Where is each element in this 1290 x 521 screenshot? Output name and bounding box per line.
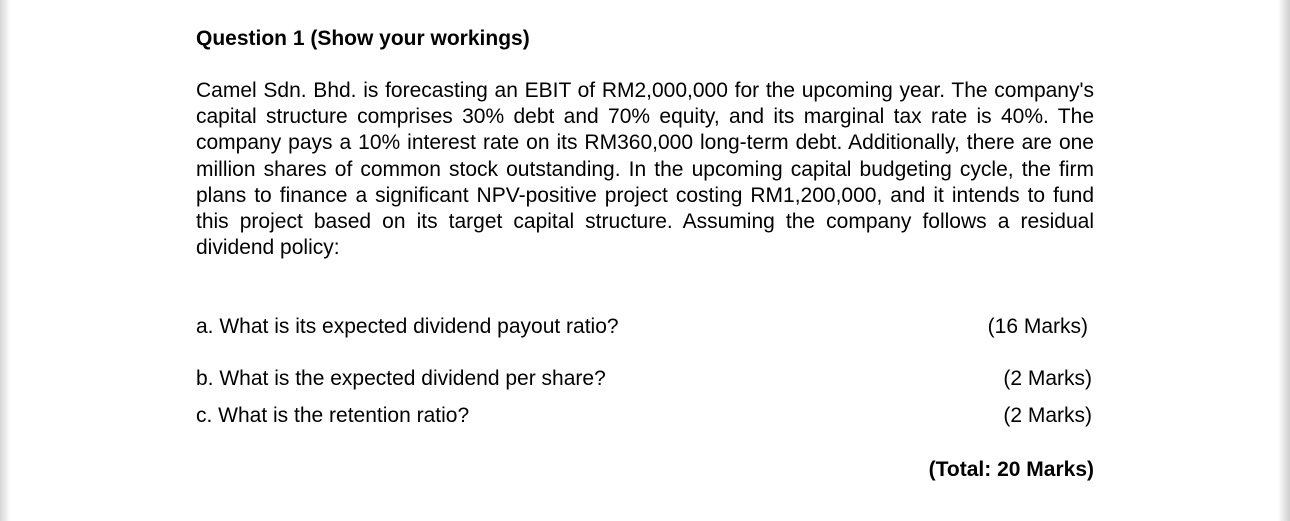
question-part-marks: (2 Marks) [1003,404,1092,427]
page-shadow-left [0,0,10,521]
question-part-marks: (16 Marks) [987,315,1088,338]
question-part-text: c. What is the retention ratio? [196,404,470,427]
question-part-marks: (2 Marks) [1003,367,1092,390]
question-part-c [196,403,1094,429]
page-shadow-right [1278,0,1290,521]
question-part-b [196,366,1094,392]
question-part-a [196,314,1094,340]
question-title: Question 1 (Show your workings) [196,27,530,50]
question-part-text: a. What is its expected dividend payout ratio? [196,315,619,338]
total-marks: (Total: 20 Marks) [928,458,1094,481]
question-body: Camel Sdn. Bhd. is forecasting an EBIT of RM2,000,000 for the upcoming year. The company's capital structure comprises 30% debt and 70% equity, and its marginal tax rate is 40%. The company pays a 10% interest rate on its RM360,000 long-term debt. Additionally, there are one million shares of common stock outstanding. In the upcoming capital budgeting cycle, the firm plans to finance a significant NPV-positive project costing RM1,200,000, and it intends to fund this project based on its target capital structure. Assuming the company follows a residual dividend policy: [196,79,1094,260]
question-part-text: b. What is the expected dividend per share? [196,367,606,390]
